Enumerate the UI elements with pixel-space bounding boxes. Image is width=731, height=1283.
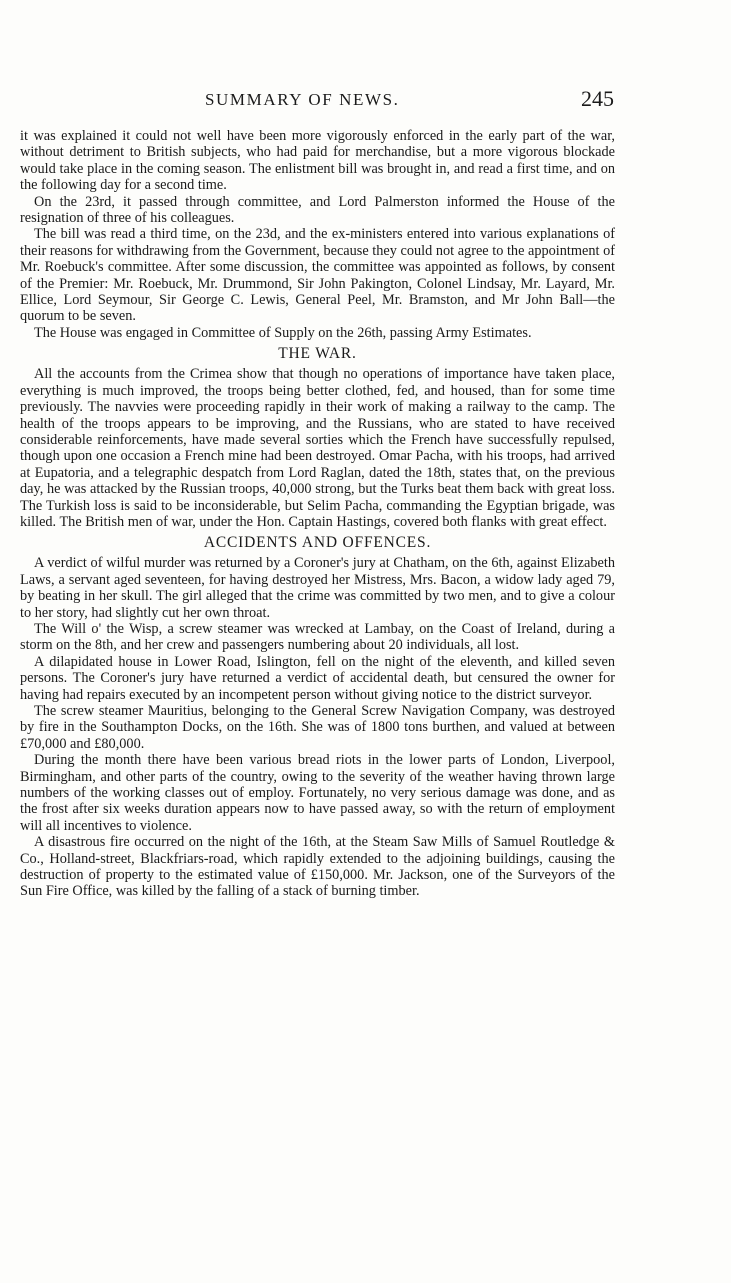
paragraph: The bill was read a third time, on the 23d, and the ex-ministers entered into various explanations of their reasons for withdrawing from the Government, because they could not agree to the appointment of Mr. Roebuck's committee. After some discussion, the committee was appointed as follows, by consent of the Premier: Mr. Roebuck, Mr. Drummond, Sir John Pakington, Colonel Lindsay, Mr. Layard, Mr. Ellice, Lord Seymour, Sir George C. Lewis, General Peel, Mr. Bramston, and Mr John Ball—the quorum to be seven. (20, 226, 615, 325)
paragraph: The Will o' the Wisp, a screw steamer was wrecked at Lambay, on the Coast of Ireland, during a storm on the 8th, and her crew and passengers numbering about 20 individuals, all lost. (20, 620, 615, 654)
page-header (20, 86, 620, 116)
paragraph: A disastrous fire occurred on the night of the 16th, at the Steam Saw Mills of Samuel Routledge & Co., Holland-street, Blackfriars-road, which rapidly extended to the adjoining buildings, causing the destruction of property to the estimated value of £150,000. Mr. Jackson, one of the Surveyors of the Sun Fire Office, was killed by the falling of a stack of burning timber. (20, 834, 615, 900)
paragraph: The screw steamer Mauritius, belonging to the General Screw Navigation Company, was destroyed by fire in the Southampton Docks, on the 16th. She was of 1800 tons burthen, and valued at between £70,000 and £80,000. (20, 703, 615, 752)
paragraph: A verdict of wilful murder was returned by a Coroner's jury at Chatham, on the 6th, against Elizabeth Laws, a servant aged seventeen, for having destroyed her Mistress, Mrs. Bacon, a widow lady aged 79, by beating in her skull. The girl alleged that the crime was committed by two men, and to give a colour to her story, had slightly cut her own throat. (20, 555, 615, 621)
paragraph: During the month there have been various bread riots in the lower parts of London, Liverpool, Birmingham, and other parts of the country, owing to the severity of the weather having thrown large numbers of the working classes out of employ. Fortunately, no very serious damage was done, and as the frost after six weeks duration appears now to have passed away, so with the return of employment will all incentives to violence. (20, 752, 615, 834)
paragraph: The House was engaged in Committee of Supply on the 26th, passing Army Estimates. (34, 324, 532, 341)
paragraph: All the accounts from the Crimea show that though no operations of importance have taken place, everything is much improved, the troops being better clothed, fed, and housed, than for some time previously. The navvies were proceeding rapidly in their work of making a railway to the camp. The health of the troops appears to be improving, and the Russians, who are stated to have received considerable reinforcements, have made several sorties which the French have successfully repulsed, though upon one occasion a French mine had been destroyed. Omar Pacha, with his troops, had arrived at Eupatoria, and a telegraphic despatch from Lord Raglan, dated the 18th, states that, on the previous day, he was attacked by the Russian troops, 40,000 strong, but the Turks beat them back with great loss. The Turkish loss is said to be inconsiderable, but Selim Pacha, commanding the Egyptian brigade, was killed. The British men of war, under the Hon. Captain Hastings, covered both flanks with great effect. (20, 366, 615, 530)
section-heading-accidents: ACCIDENTS AND OFFENCES. (203, 534, 432, 552)
paragraph: On the 23rd, it passed through committee, and Lord Palmerston informed the House of the resignation of three of his colleagues. (20, 193, 615, 227)
running-title: SUMMARY OF NEWS. (205, 90, 400, 109)
page-number: 245 (581, 86, 614, 111)
paragraph-continued: it was explained it could not well have been more vigorously enforced in the early part of the war, without detriment to British subjects, who had paid for merchandise, but a more vigorous blockade would take place in the coming season. The enlistment bill was brought in, and read a first time, and on the following day for a second time. (20, 128, 615, 194)
article-body (20, 128, 615, 900)
paragraph: A dilapidated house in Lower Road, Islington, fell on the night of the eleventh, and killed seven persons. The Coroner's jury have returned a verdict of accidental death, but censured the owner for having had repairs executed by an incompetent person without giving notice to the district surveyor. (20, 653, 615, 703)
section-heading-war: THE WAR. (278, 345, 357, 363)
